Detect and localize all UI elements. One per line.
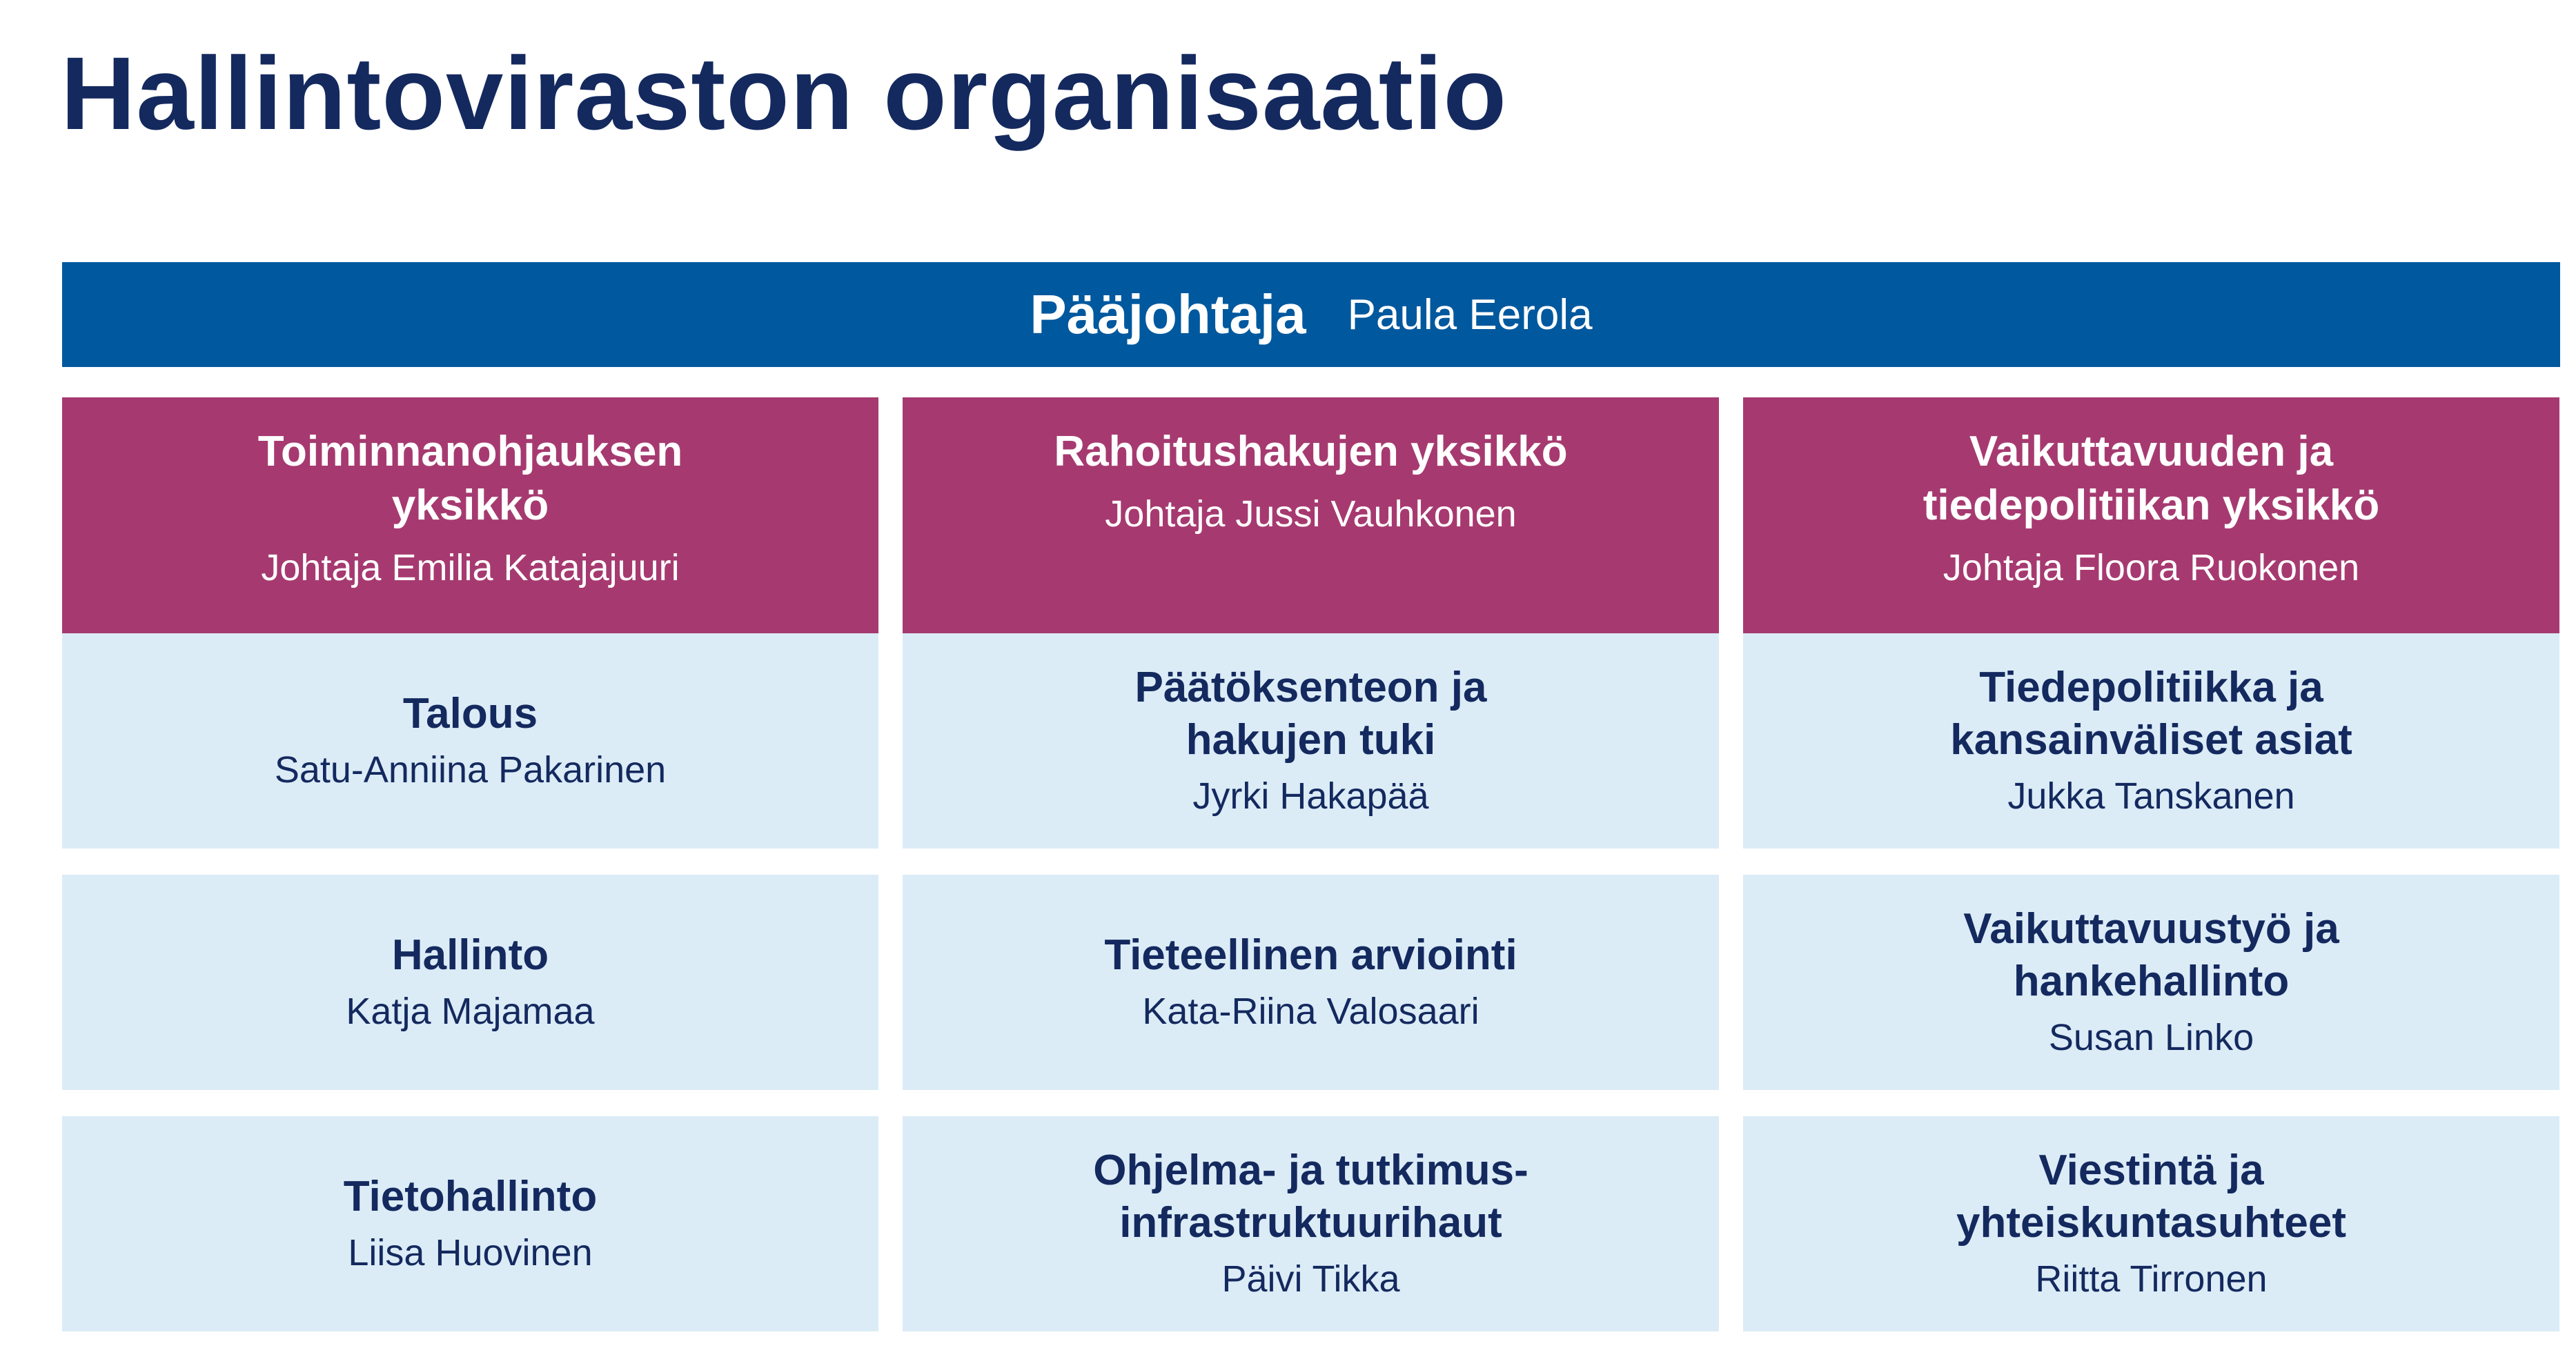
team-name: Hallinto bbox=[391, 931, 549, 979]
unit-column-impact bbox=[1743, 397, 2559, 1329]
team-box bbox=[1743, 1116, 2559, 1331]
team-name: Tietohallinto bbox=[343, 1173, 598, 1220]
unit-column-operations bbox=[62, 397, 878, 1329]
team-box bbox=[1743, 875, 2559, 1090]
unit-header bbox=[1743, 397, 2559, 633]
director-general-box bbox=[62, 262, 2560, 367]
team-leader: Susan Linko bbox=[2048, 1017, 2254, 1058]
team-leader: Jukka Tanskanen bbox=[2007, 775, 2295, 817]
unit-header bbox=[62, 397, 878, 633]
director-general-name: Paula Eerola bbox=[1347, 290, 1593, 339]
team-leader: Riitta Tirronen bbox=[2035, 1258, 2268, 1300]
director-general-role: Pääjohtaja bbox=[1030, 284, 1306, 345]
team-name: Vaikuttavuustyö ja hankehallinto bbox=[1963, 905, 2339, 1005]
unit-header bbox=[903, 397, 1719, 633]
org-units bbox=[62, 397, 2560, 1329]
team-leader: Katja Majamaa bbox=[346, 991, 595, 1032]
team-leader: Jyrki Hakapää bbox=[1192, 775, 1429, 817]
team-name: Tiedepolitiikka ja kansainväliset asiat bbox=[1950, 664, 2352, 764]
team-box bbox=[903, 875, 1719, 1090]
team-leader: Päivi Tikka bbox=[1221, 1258, 1400, 1300]
team-box bbox=[62, 875, 878, 1090]
unit-name: Toiminnanohjauksen yksikkö bbox=[257, 428, 683, 529]
team-box bbox=[62, 633, 878, 849]
unit-name: Vaikuttavuuden ja tiedepolitiikan yksikkö bbox=[1923, 428, 2380, 529]
unit-leader: Johtaja Emilia Katajajuuri bbox=[261, 547, 680, 588]
unit-leader: Johtaja Jussi Vauhkonen bbox=[1105, 493, 1517, 535]
team-box bbox=[903, 633, 1719, 849]
unit-column-funding bbox=[903, 397, 1719, 1329]
unit-leader: Johtaja Floora Ruokonen bbox=[1943, 547, 2360, 588]
team-box bbox=[62, 1116, 878, 1331]
team-box bbox=[903, 1116, 1719, 1331]
team-name: Talous bbox=[402, 690, 538, 737]
team-name: Päätöksenteon ja hakujen tuki bbox=[1134, 664, 1487, 764]
team-leader: Kata-Riina Valosaari bbox=[1142, 991, 1479, 1032]
page-title: Hallintoviraston organisaatio bbox=[61, 35, 1508, 151]
team-leader: Liisa Huovinen bbox=[348, 1232, 593, 1273]
team-name: Ohjelma- ja tutkimus-infrastruktuurihaut bbox=[1093, 1147, 1528, 1247]
team-box bbox=[1743, 633, 2559, 849]
team-leader: Satu-Anniina Pakarinen bbox=[274, 749, 667, 791]
unit-name: Rahoitushakujen yksikkö bbox=[1054, 428, 1568, 475]
team-name: Viestintä ja yhteiskuntasuhteet bbox=[1956, 1147, 2347, 1247]
team-name: Tieteellinen arviointi bbox=[1104, 931, 1517, 979]
